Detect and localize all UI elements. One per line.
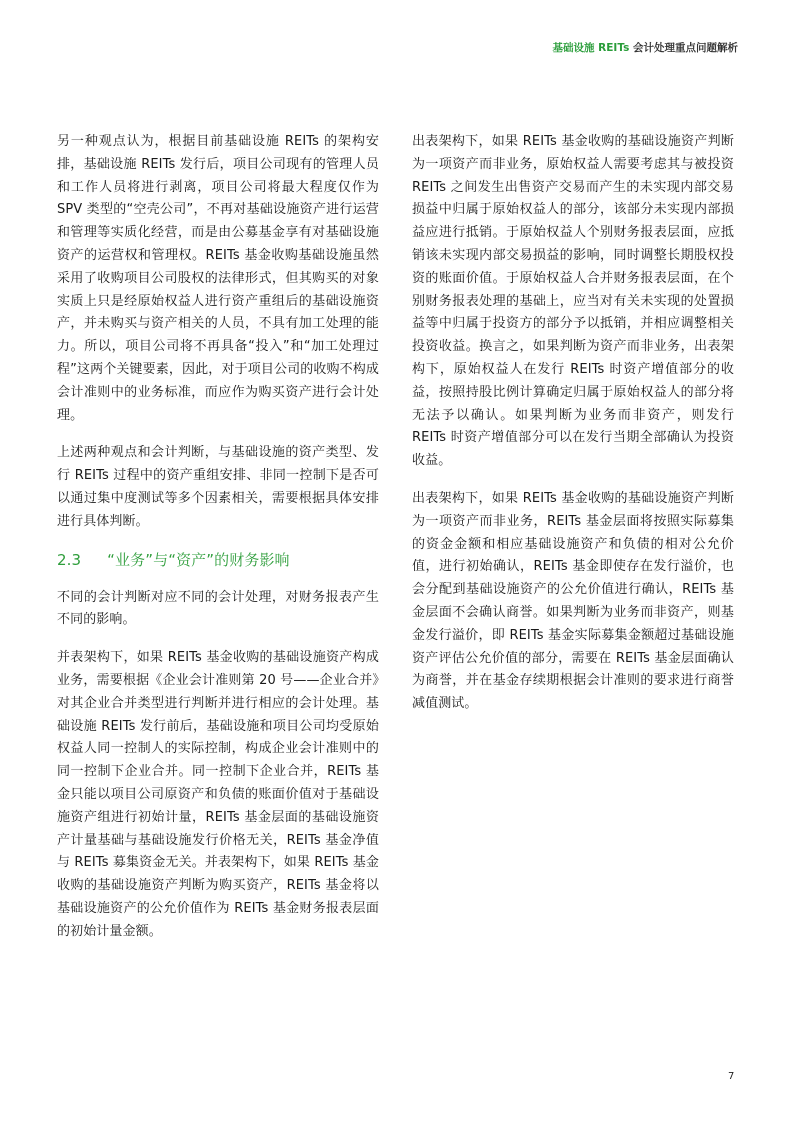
paragraph: 上述两种观点和会计判断，与基础设施的资产类型、发行 REITs 过程中的资产重组安排、非同一控制下是否可以通过集中度测试等多个因素相关，需要根据具体安排进行具体判断。	[57, 445, 379, 529]
paragraph: 另一种观点认为，根据目前基础设施 REITs 的架构安排，基础设施 REITs 发行后，项目公司现有的管理人员和工作人员将进行剥离，项目公司将最大程度仅作为 SPV 类型的“空壳公司”，不再对基础设施资产进行运营和管理等实质化经营，而是由公募基金享有对基础设施资产的运营权和管理权。REITs 基金收购基础设施虽然采用了收购项目公司股权的法律形式，但其购买的对象实质上只是经原始权益人进行资产重组后的基础设施资产，并未购买与资产相关的人员，不具有加工处理的能力。所以，项目公司将不再具备“投入”和“加工处理过程”这两个关键要素，因此，对于项目公司的收购不构成会计准则中的业务标准，而应作为购买资产进行会计处理。	[57, 134, 379, 423]
section-number: 2.3	[57, 550, 82, 569]
running-header	[553, 40, 739, 55]
running-header-highlight: 基础设施 REITs	[552, 42, 630, 54]
paragraph: 并表架构下，如果 REITs 基金收购的基础设施资产构成业务，需要根据《企业会计准则第 20 号——企业合并》对其企业合并类型进行判断并进行相应的会计处理。基础设施 REITs 发行前后，基础设施和项目公司均受原始权益人同一控制人的实际控制，构成企业会计准则中的同一控制下企业合并。同一控制下企业合并，REITs 基金只能以项目公司原资产和负债的账面价值对于基础设施资产组进行初始计量，REITs 基金层面的基础设施资产计量基础与基础设施发行价格无关，REITs 基金净值与 REITs 募集资金无关。并表架构下，如果 REITs 基金收购的基础设施资产判断为购买资产，REITs 基金将以基础设施资产的公允价值作为 REITs 基金财务报表层面的初始计量金额。	[57, 650, 379, 939]
running-header-title: 会计处理重点问题解析	[629, 42, 738, 54]
section-heading	[57, 549, 379, 571]
paragraph: 不同的会计判断对应不同的会计处理，对财务报表产生不同的影响。	[57, 589, 379, 628]
paragraph: 出表架构下，如果 REITs 基金收购的基础设施资产判断为一项资产而非业务，原始权益人需要考虑其与被投资 REITs 之间发生出售资产交易而产生的未实现内部交易损益中归属于原始权益人的部分，该部分未实现内部损益应进行抵销。于原始权益人个别财务报表层面，应抵销该未实现内部交易损益的影响，同时调整长期股权投资的账面价值。于原始权益人合并财务报表层面，在个别财务报表处理的基础上，应当对有关未实现的处置损益等中归属于投资方的部分予以抵销，并相应调整相关投资收益。换言之，如果判断为资产而非业务，出表架构下，原始权益人在发行 REITs 时资产增值部分的收益，按照持股比例计算确定归属于原始权益人的部分将无法予以确认。如果判断为业务而非资产，则发行 REITs 时资产增值部分可以在发行当期全部确认为投资收益。	[412, 134, 734, 469]
right-column	[412, 131, 734, 731]
page-number: 7	[728, 1071, 735, 1082]
section-title: “业务”与“资产”的财务影响	[107, 550, 290, 569]
left-column	[57, 131, 379, 959]
paragraph: 出表架构下，如果 REITs 基金收购的基础设施资产判断为一项资产而非业务，REITs 基金层面将按照实际募集的资金金额和相应基础设施资产和负债的相对公允价值，进行初始确认，REITs 基金即使存在发行溢价，也会分配到基础设施资产的公允价值进行确认，REITs 基金层面不会确认商誉。如果判断为业务而非资产，则基金发行溢价，即 REITs 基金实际募集金额超过基础设施资产评估公允价值的部分，需要在 REITs 基金层面确认为商誉，并在基金存续期根据会计准则的要求进行商誉减值测试。	[412, 490, 734, 712]
